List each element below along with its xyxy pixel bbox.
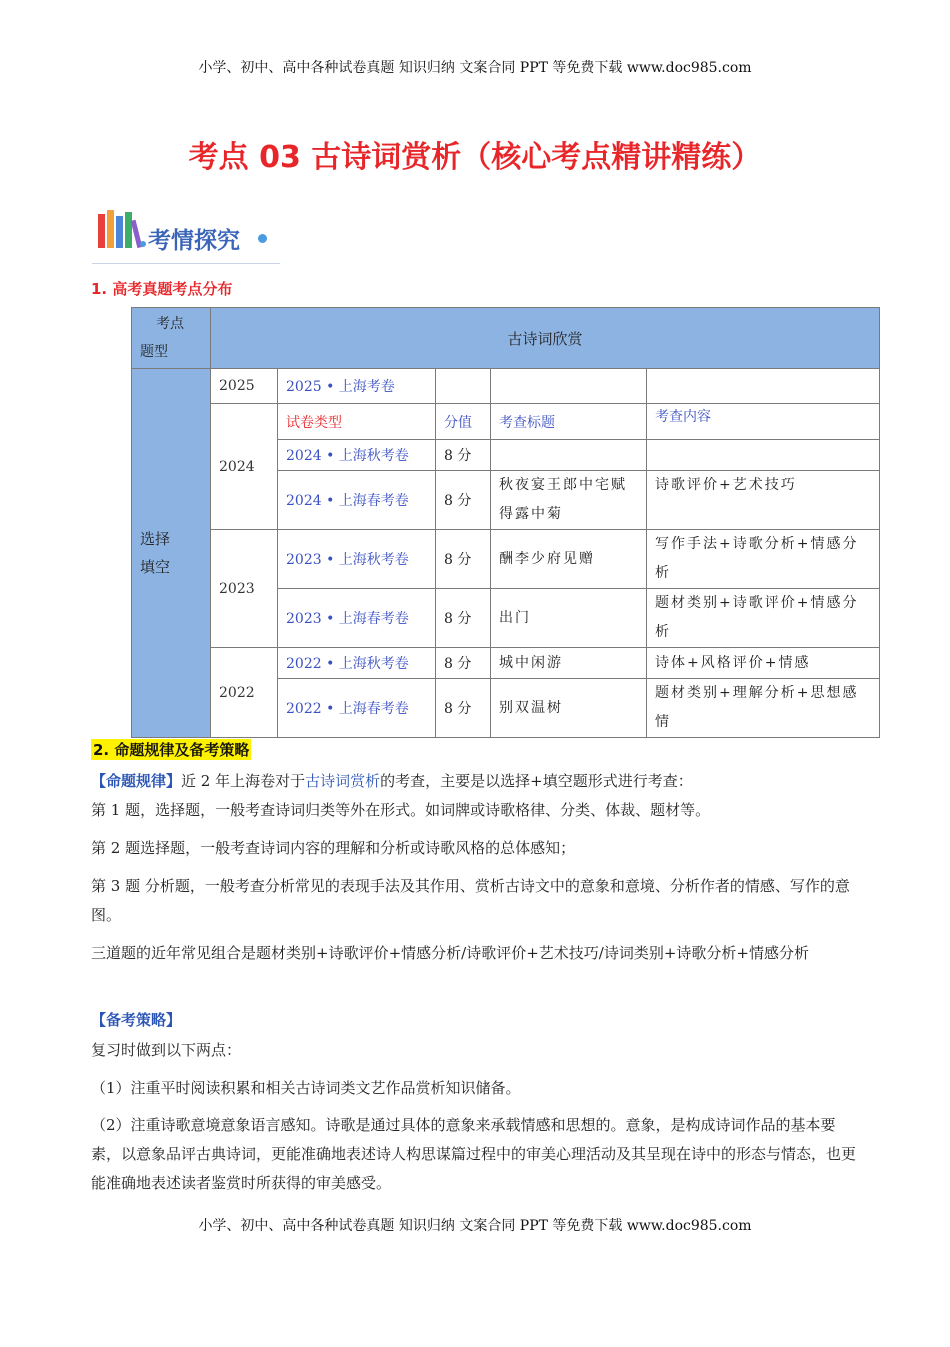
corner-top-label: 考点	[156, 316, 184, 332]
type-line2: 填空	[140, 558, 171, 576]
strategy-point-1: （1）注重平时阅读积累和相关古诗词类文艺作品赏析知识储备。	[91, 1079, 521, 1097]
content-cell: 题材类别+理解分析+思想感情	[647, 679, 880, 738]
title-cell: 酬李少府见赠	[491, 530, 647, 589]
title-cell: 出门	[491, 589, 647, 648]
title-cell: 城中闲游	[491, 648, 647, 679]
empty-cell	[491, 369, 647, 404]
year-2022-cell: 2022	[211, 648, 278, 738]
paper-2025-cell: 2025 • 上海考卷	[278, 369, 436, 404]
score-cell: 8 分	[436, 530, 491, 589]
combination-paragraph: 三道题的近年常见组合是题材类别+诗歌评价+情感分析/诗歌评价+艺术技巧/诗词类别+诗歌分析+情感分析	[91, 944, 809, 962]
col-header-content: 考查内容	[647, 404, 880, 440]
exam-distribution-table	[131, 307, 880, 738]
page-footer: 小学、初中、高中各种试卷真题 知识归纳 文案合同 PPT 等免费下载 www.doc985.com	[198, 1218, 752, 1234]
title-cell: 别双温树	[491, 679, 647, 738]
question2-paragraph: 第 2 题选择题，一般考查诗词内容的理解和分析或诗歌风格的总体感知；	[91, 839, 576, 857]
table-row	[132, 404, 880, 440]
year-2025-cell: 2025	[211, 369, 278, 404]
content-cell: 诗歌评价+艺术技巧	[647, 471, 880, 530]
strategy-intro: 复习时做到以下两点：	[91, 1041, 242, 1059]
rule-tag: 【命题规律】	[91, 772, 182, 790]
corner-header-cell	[132, 308, 211, 369]
question-type-cell	[132, 369, 211, 738]
question1-paragraph: 第 1 题，选择题，一般考查诗词归类等外在形式。如词牌或诗歌格律、分类、体裁、题材等。	[91, 801, 711, 819]
paper-cell: 2023 • 上海秋考卷	[278, 530, 436, 589]
banner-divider	[92, 263, 280, 264]
year-2023-cell: 2023	[211, 530, 278, 648]
rule-highlight: 古诗词赏析	[305, 772, 381, 790]
paper-cell: 2022 • 上海春考卷	[278, 679, 436, 738]
strategy-tag	[91, 1006, 861, 1035]
section2-heading: 2. 命题规律及备考策略	[93, 741, 250, 759]
rule-paragraph	[91, 767, 861, 796]
empty-cell	[647, 369, 880, 404]
question3-paragraph: 第 3 题 分析题，一般考查分析常见的表现手法及其作用、赏析古诗文中的意象和意境、分析作者的情感、写作的意图。	[91, 877, 850, 924]
banner-dot	[258, 234, 267, 243]
page-header: 小学、初中、高中各种试卷真题 知识归纳 文案合同 PPT 等免费下载 www.doc985.com	[198, 60, 752, 76]
col-header-paper: 试卷类型	[278, 404, 436, 440]
paper-cell: 2024 • 上海春考卷	[278, 471, 436, 530]
empty-cell	[436, 369, 491, 404]
content-cell	[647, 440, 880, 471]
year-2024-cell: 2024	[211, 404, 278, 530]
col-header-score: 分值	[436, 404, 491, 440]
corner-bottom-label: 题型	[140, 344, 168, 360]
rule-lead: 近 2 年上海卷对于	[181, 772, 306, 790]
title-cell	[491, 440, 647, 471]
score-cell: 8 分	[436, 648, 491, 679]
score-cell: 8 分	[436, 589, 491, 648]
banner-label: 考情探究	[148, 228, 240, 254]
score-cell: 8 分	[436, 471, 491, 530]
table-row	[132, 648, 880, 679]
strategy-point-2: （2）注重诗歌意境意象语言感知。诗歌是通过具体的意象来承载情感和思想的。意象，是构成诗词作品的基本要素，以意象品评古典诗词，更能准确地表述诗人构思谋篇过程中的审美心理活动及其呈现在诗中的形态与情态，也更能准确地表述读者鉴赏时所获得的审美感受。	[91, 1116, 857, 1192]
paper-cell: 2023 • 上海春考卷	[278, 589, 436, 648]
paper-cell: 2022 • 上海秋考卷	[278, 648, 436, 679]
col-header-title: 考查标题	[491, 404, 647, 440]
score-cell: 8 分	[436, 440, 491, 471]
main-header-cell: 古诗词欣赏	[211, 308, 880, 369]
table-row	[132, 530, 880, 589]
document-title: 考点 03 古诗词赏析（核心考点精讲精练）	[188, 140, 762, 175]
title-cell: 秋夜宴王郎中宅赋得露中菊	[491, 471, 647, 530]
content-cell: 诗体+风格评价+情感	[647, 648, 880, 679]
table-header-row	[132, 308, 880, 369]
type-line1: 选择	[140, 530, 171, 548]
section1-heading: 1. 高考真题考点分布	[91, 280, 233, 298]
rule-tail: 的考查，主要是以选择+填空题形式进行考查：	[380, 772, 693, 790]
strategy-tag-label: 【备考策略】	[91, 1011, 182, 1029]
paper-cell: 2024 • 上海秋考卷	[278, 440, 436, 471]
content-cell: 题材类别+诗歌评价+情感分析	[647, 589, 880, 648]
score-cell: 8 分	[436, 679, 491, 738]
table-row	[132, 369, 880, 404]
content-cell: 写作手法+诗歌分析+情感分析	[647, 530, 880, 589]
